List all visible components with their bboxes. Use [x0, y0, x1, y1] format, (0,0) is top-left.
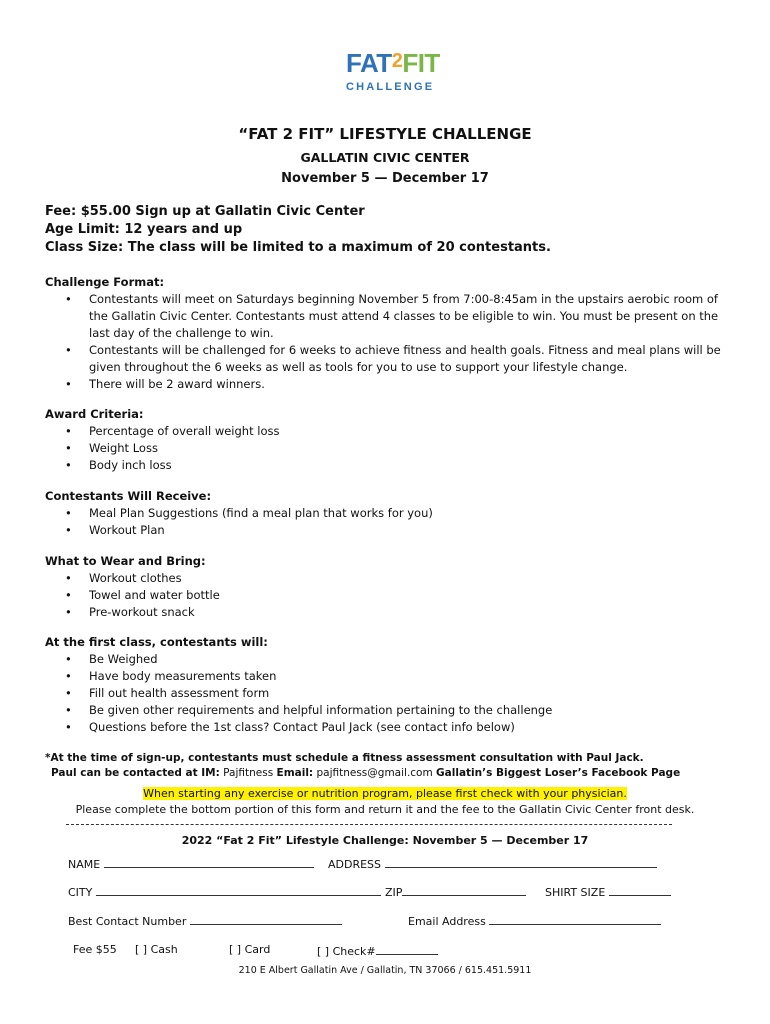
- list-item: • Workout clothes: [45, 570, 725, 587]
- physician-warning: [0, 787, 770, 800]
- first-class-section: [45, 634, 725, 736]
- page-title: “FAT 2 FIT” LIFESTYLE CHALLENGE: [238, 125, 532, 143]
- im-handle: Pajfitness: [219, 767, 277, 779]
- award-criteria-section: [45, 406, 725, 474]
- list-item: • Contestants will be challenged for 6 weeks to achieve fitness and health goals. Fitness and meal plans will be given throughout the 6 weeks as well as tools for you to use to support your lifestyle change.: [45, 342, 725, 376]
- address-label: ADDRESS: [328, 858, 382, 871]
- shirt-size-field[interactable]: [545, 884, 671, 899]
- class-size-line: Class Size: The class will be limited to a maximum of 20 contestants.: [45, 240, 551, 255]
- signup-note: *At the time of sign-up, contestants must schedule a fitness assessment consultation with Paul Jack.: [45, 752, 644, 764]
- section-title: Challenge Format:: [45, 275, 165, 289]
- list-item: • Questions before the 1st class? Contact Paul Jack (see contact info below): [45, 719, 725, 736]
- list-item: • Workout Plan: [45, 522, 725, 539]
- shirt-size-label: SHIRT SIZE: [545, 886, 606, 899]
- receive-section: [45, 488, 725, 539]
- list-item: • Contestants will meet on Saturdays beginning November 5 from 7:00-8:45am in the upstairs aerobic room of the Gallatin Civic Center. Contestants must attend 4 classes to be eligible to win. You must be present on the last day of the challenge to win.: [45, 291, 725, 342]
- check-field[interactable]: [317, 943, 438, 958]
- city-field[interactable]: [68, 884, 381, 899]
- form-instruction: Please complete the bottom portion of this form and return it and the fee to the Gallatin Civic Center front desk.: [75, 803, 695, 816]
- list-item: • Be Weighed: [45, 651, 725, 668]
- contact-label: Paul can be contacted at IM:: [51, 767, 220, 779]
- list-item: • Percentage of overall weight loss: [45, 423, 725, 440]
- wear-bring-section: [45, 553, 725, 621]
- venue-heading: GALLATIN CIVIC CENTER: [300, 150, 470, 165]
- fee-label: Fee $55: [73, 943, 117, 956]
- list-item: • Body inch loss: [45, 457, 725, 474]
- challenge-format-section: [45, 274, 725, 393]
- list-item: • Be given other requirements and helpful information pertaining to the challenge: [45, 702, 725, 719]
- section-title: What to Wear and Bring:: [45, 554, 206, 568]
- card-checkbox[interactable]: [ ] Card: [229, 943, 271, 956]
- address-field[interactable]: [328, 856, 657, 871]
- zip-label: ZIP: [385, 886, 403, 899]
- logo-challenge: CHALLENGE: [346, 81, 435, 93]
- footer-address: 210 E Albert Gallatin Ave / Gallatin, TN 37066 / 615.451.5911: [238, 965, 532, 976]
- fee-line: Fee: $55.00 Sign up at Gallatin Civic Center: [45, 204, 365, 219]
- list-item: • Fill out health assessment form: [45, 685, 725, 702]
- dates-heading: November 5 — December 17: [281, 171, 489, 186]
- city-label: CITY: [68, 886, 93, 899]
- email-value: pajfitness@gmail.com: [313, 767, 437, 779]
- name-field[interactable]: [68, 856, 314, 871]
- list-item: • Towel and water bottle: [45, 587, 725, 604]
- name-label: NAME: [68, 858, 101, 871]
- facebook-page: Gallatin’s Biggest Loser’s Facebook Page: [436, 767, 681, 779]
- list-item: • Pre-workout snack: [45, 604, 725, 621]
- list-item: • There will be 2 award winners.: [45, 376, 725, 393]
- section-title: Award Criteria:: [45, 407, 144, 421]
- age-line: Age Limit: 12 years and up: [45, 222, 243, 237]
- logo-fit: FIT: [402, 48, 440, 78]
- form-title: 2022 “Fat 2 Fit” Lifestyle Challenge: November 5 — December 17: [181, 834, 589, 847]
- contact-line: [51, 765, 680, 781]
- section-title: Contestants Will Receive:: [45, 489, 212, 503]
- cash-checkbox[interactable]: [ ] Cash: [135, 943, 178, 956]
- email-address-field[interactable]: [408, 913, 661, 928]
- section-title: At the first class, contestants will:: [45, 635, 268, 649]
- list-item: • Weight Loss: [45, 440, 725, 457]
- list-item: • Have body measurements taken: [45, 668, 725, 685]
- list-item: • Meal Plan Suggestions (find a meal plan that works for you): [45, 505, 725, 522]
- email-address-label: Email Address: [408, 915, 486, 928]
- warning-text: When starting any exercise or nutrition program, please first check with your physician.: [143, 787, 627, 800]
- check-label: [ ] Check#: [317, 945, 376, 958]
- fat2fit-logo: [346, 50, 446, 94]
- contact-number-label: Best Contact Number: [68, 915, 187, 928]
- info-block: [45, 203, 551, 257]
- email-label: Email:: [276, 767, 314, 779]
- contact-number-field[interactable]: [68, 913, 342, 928]
- logo-fat: FAT: [346, 48, 392, 78]
- logo-two: 2: [391, 50, 403, 72]
- zip-field[interactable]: [385, 884, 526, 899]
- cut-line: [66, 824, 672, 825]
